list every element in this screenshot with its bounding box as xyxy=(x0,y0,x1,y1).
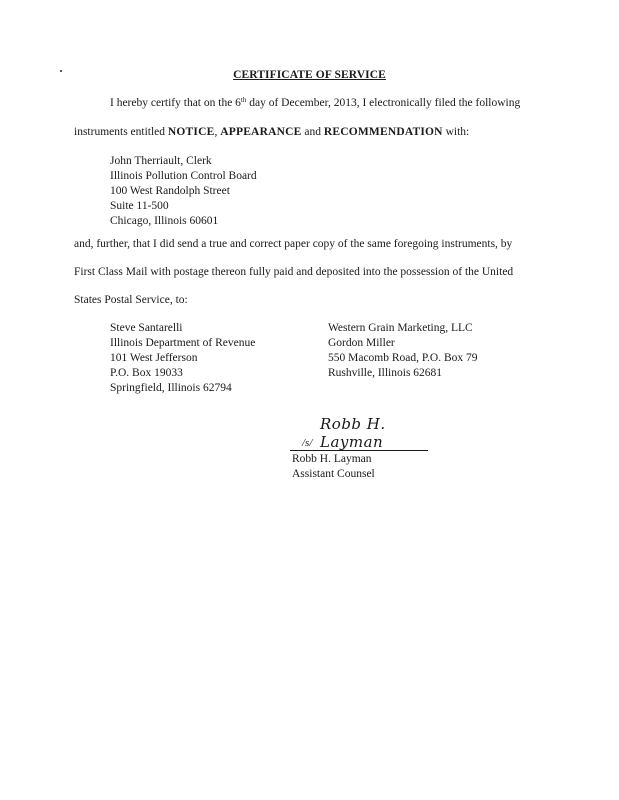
address-line: 100 West Randolph Street xyxy=(110,185,230,197)
recommendation-label: RECOMMENDATION xyxy=(323,126,443,138)
service-line-3: States Postal Service, to: xyxy=(74,294,188,306)
address-line: 101 West Jefferson xyxy=(110,352,198,364)
instruments-tail: with: xyxy=(442,126,470,138)
notice-label: NOTICE xyxy=(167,126,215,138)
signature-block xyxy=(292,452,375,482)
separator-2: and xyxy=(301,126,324,138)
address-line: Suite 11-500 xyxy=(110,200,169,212)
address-line: P.O. Box 19033 xyxy=(110,367,183,379)
address-line: Springfield, Illinois 62794 xyxy=(110,382,232,394)
recipient-right-block xyxy=(328,321,478,381)
signature-line xyxy=(290,415,428,451)
instruments-lead: instruments entitled xyxy=(74,126,168,138)
address-line: 550 Macomb Road, P.O. Box 79 xyxy=(328,352,478,364)
recipient-left-block xyxy=(110,321,255,396)
address-line: Western Grain Marketing, LLC xyxy=(328,322,473,334)
certify-line-2 xyxy=(74,125,469,139)
address-line: Steve Santarelli xyxy=(110,322,183,334)
signature-slash-s: /s/ xyxy=(302,437,313,449)
address-line: Chicago, Illinois 60601 xyxy=(110,215,219,227)
address-line: John Therriault, Clerk xyxy=(110,155,212,167)
separator-1: , xyxy=(214,126,221,138)
address-line: Rushville, Illinois 62681 xyxy=(328,367,443,379)
signer-role: Assistant Counsel xyxy=(292,468,375,480)
certify-text-start: I hereby certify that on the 6 xyxy=(110,97,241,109)
signer-name: Robb H. Layman xyxy=(292,453,372,465)
signature-script: Robb H. Layman xyxy=(320,415,386,451)
page-title: CERTIFICATE OF SERVICE xyxy=(233,69,386,81)
certify-line-1 xyxy=(110,96,520,110)
certify-text-end: day of December, 2013, I electronically filed the following xyxy=(246,97,521,109)
ordinal-suffix: th xyxy=(240,96,247,104)
service-line-1: and, further, that I did send a true and correct paper copy of the same foregoing instruments, by xyxy=(74,238,513,250)
address-line: Illinois Pollution Control Board xyxy=(110,170,257,182)
address-line: Gordon Miller xyxy=(328,337,395,349)
service-line-2: First Class Mail with postage thereon fully paid and deposited into the possession of the United xyxy=(74,266,514,278)
clerk-address-block xyxy=(110,154,257,229)
address-line: Illinois Department of Revenue xyxy=(110,337,256,349)
appearance-label: APPEARANCE xyxy=(220,126,302,138)
